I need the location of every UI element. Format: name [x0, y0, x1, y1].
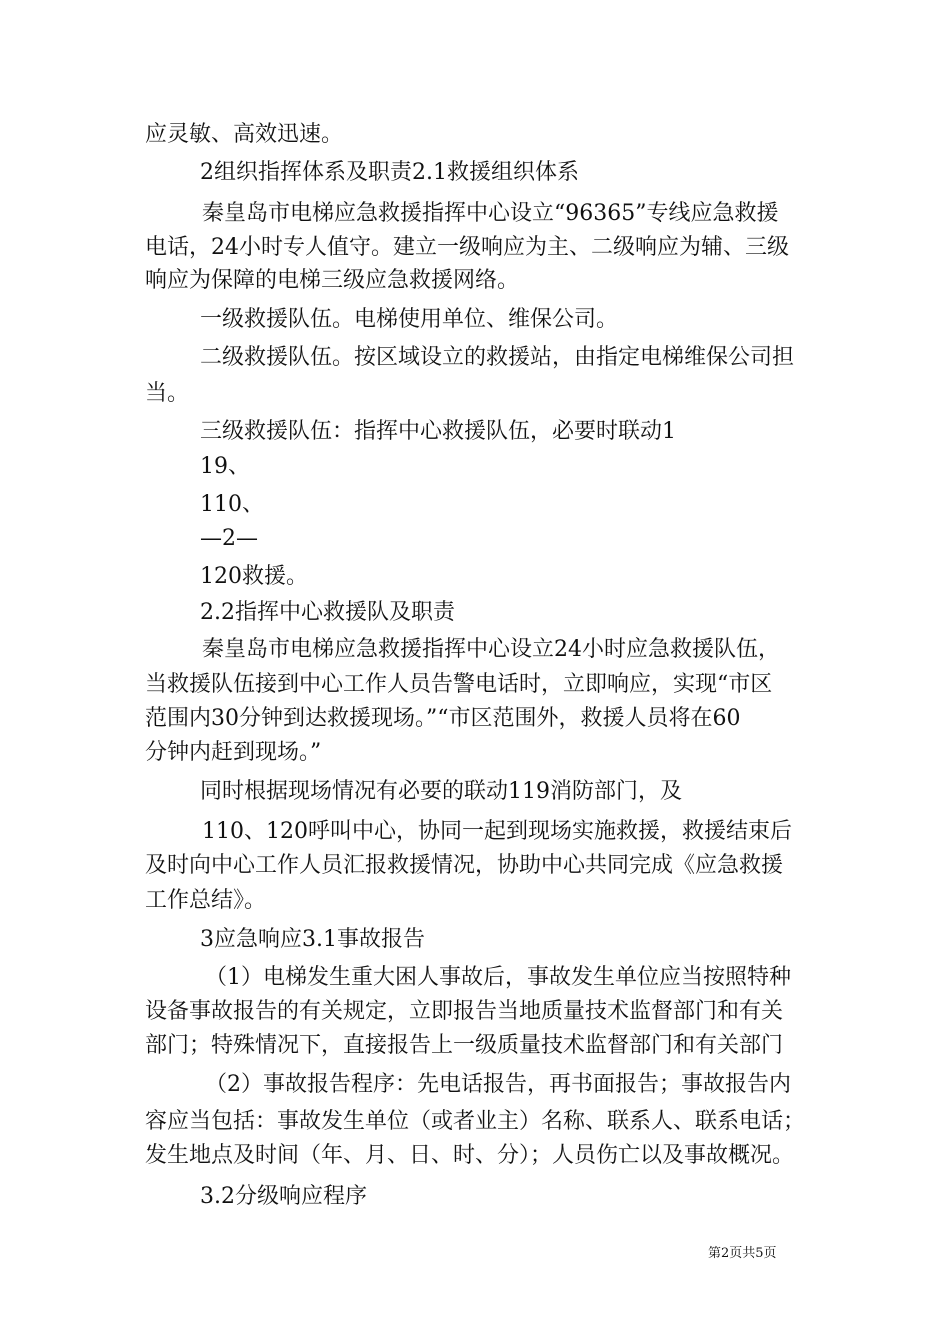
paragraph-line: 一级救援队伍。电梯使用单位、维保公司。	[200, 307, 619, 332]
section-heading: 2组织指挥体系及职责2.1救援组织体系	[200, 160, 579, 185]
paragraph-line: 发生地点及时间（年、月、日、时、分）；人员伤亡以及事故概况。	[145, 1143, 795, 1168]
paragraph-line: 秦皇岛市电梯应急救援指挥中心设立“96365”专线应急救援	[202, 201, 779, 226]
paragraph-line: 及时向中心工作人员汇报救援情况，协助中心共同完成《应急救援	[145, 853, 784, 878]
paragraph-line: 容应当包括：事故发生单位（或者业主）名称、联系人、联系电话；	[145, 1109, 806, 1134]
paragraph-line: 19、	[200, 454, 250, 479]
paragraph-line: 当。	[145, 381, 190, 406]
paragraph-line: 120救援。	[200, 564, 308, 589]
paragraph-line: 工作总结》。	[145, 888, 267, 913]
paragraph-line: 范围内30分钟到达救援现场。”“市区范围外，救援人员将在60	[145, 706, 741, 731]
section-heading: 2.2指挥中心救援队及职责	[200, 600, 455, 625]
section-heading: 3应急响应3.1事故报告	[200, 927, 425, 952]
paragraph-line: 秦皇岛市电梯应急救援指挥中心设立24小时应急救援队伍，	[202, 637, 780, 662]
paragraph-line: 分钟内赶到现场。”	[145, 740, 322, 765]
paragraph-line: 三级救援队伍：指挥中心救援队伍，必要时联动1	[200, 419, 676, 444]
paragraph-line: 响应为保障的电梯三级应急救援网络。	[145, 268, 520, 293]
paragraph-line: 设备事故报告的有关规定，立即报告当地质量技术监督部门和有关	[145, 999, 784, 1024]
paragraph-line: （1）电梯发生重大困人事故后，事故发生单位应当按照特种	[205, 965, 791, 990]
page-number-inline: —2—	[200, 526, 258, 551]
paragraph-line: （2）事故报告程序：先电话报告，再书面报告；事故报告内	[205, 1072, 791, 1097]
paragraph-line: 当救援队伍接到中心工作人员告警电话时，立即响应，实现“市区	[145, 672, 773, 697]
paragraph-line: 应灵敏、高效迅速。	[145, 122, 344, 147]
paragraph-line: 110、120呼叫中心，协同一起到现场实施救援，救援结束后	[202, 819, 792, 844]
paragraph-line: 二级救援队伍。按区域设立的救援站，由指定电梯维保公司担	[200, 345, 795, 370]
paragraph-line: 110、	[200, 492, 264, 517]
section-heading: 3.2分级响应程序	[200, 1184, 367, 1209]
paragraph-line: 部门；特殊情况下，直接报告上一级质量技术监督部门和有关部门	[145, 1033, 784, 1058]
paragraph-line: 同时根据现场情况有必要的联动119消防部门，及	[200, 779, 682, 804]
page-footer: 第2页共5页	[708, 1246, 777, 1261]
paragraph-line: 电话，24小时专人值守。建立一级响应为主、二级响应为辅、三级	[145, 235, 789, 260]
